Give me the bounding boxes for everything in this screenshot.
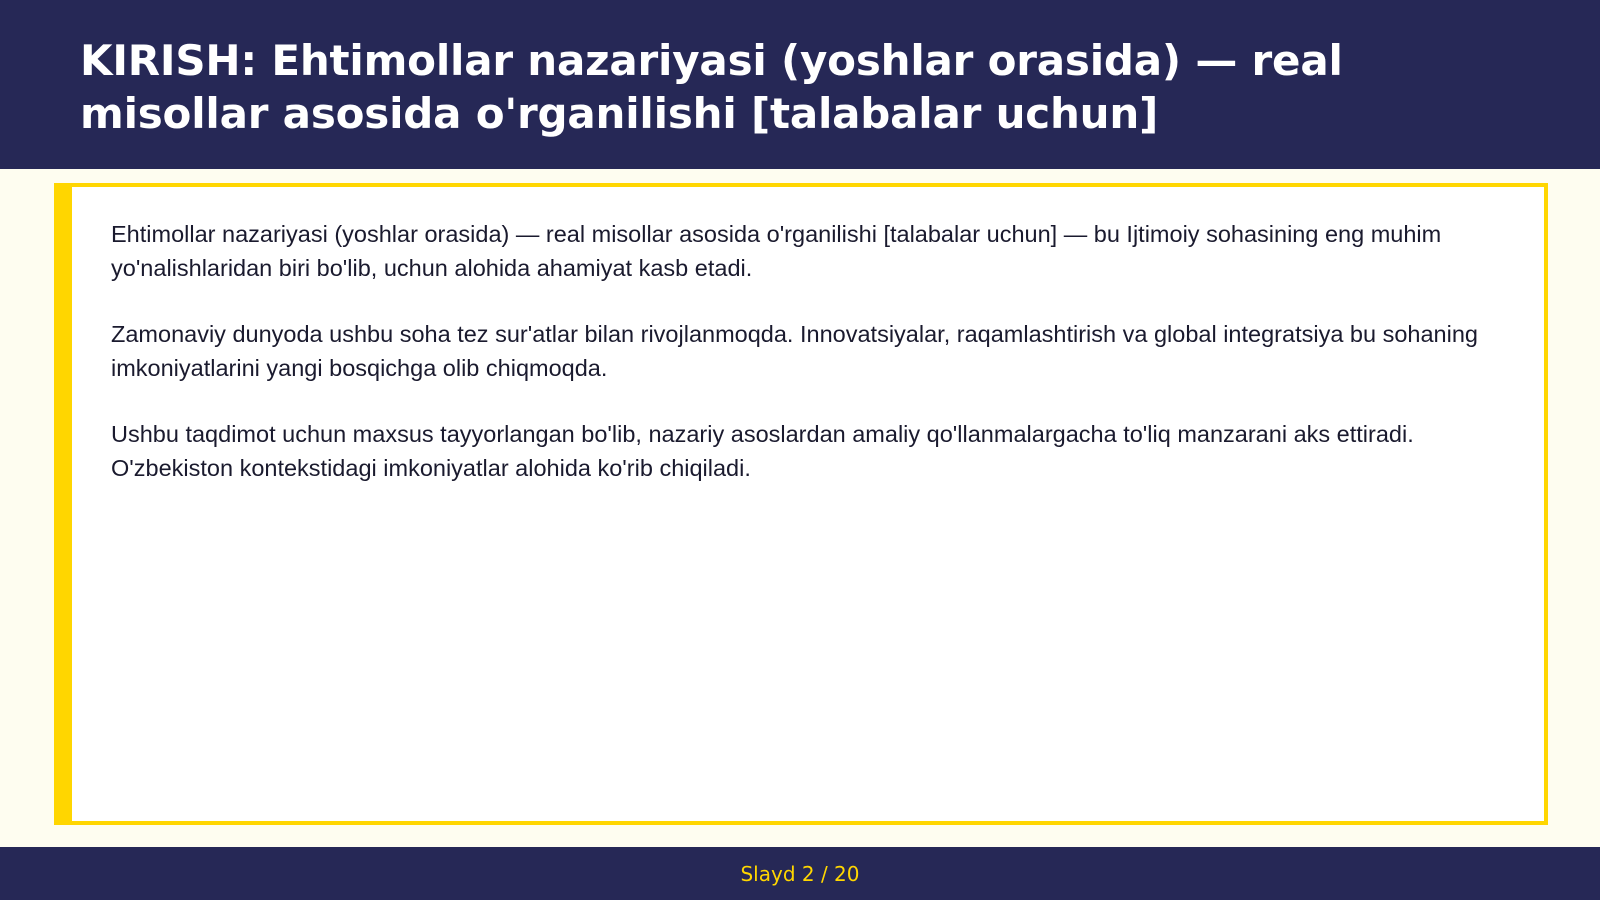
content-card bbox=[54, 183, 1548, 825]
paragraph-modern-world: Zamonaviy dunyoda ushbu soha tez sur'atlar bilan rivojlanmoqda. Innovatsiyalar, raqamlashtirish va global integratsiya bu sohaning imkoniyatlarini yangi bosqichga olib chiqmoqda. bbox=[111, 321, 1478, 381]
paragraph-presentation-purpose: Ushbu taqdimot uchun maxsus tayyorlangan bo'lib, nazariy asoslardan amaliy qo'llanmalargacha to'liq manzarani aks ettiradi. O'zbekiston kontekstidagi imkoniyatlar alohida ko'rib chiqiladi. bbox=[111, 421, 1414, 481]
slide-footer bbox=[0, 847, 1600, 900]
paragraph-intro: Ehtimollar nazariyasi (yoshlar orasida) — real misollar asosida o'rganilishi [talabalar uchun] — bu Ijtimoiy sohasining eng muhim yo'nalishlaridan biri bo'lib, uchun alohida ahamiyat kasb etadi. bbox=[111, 221, 1442, 281]
slide-counter: Slayd 2 / 20 bbox=[740, 861, 860, 886]
slide-title: KIRISH: Ehtimollar nazariyasi (yoshlar orasida) — real misollar asosida o'rganilishi [talabalar uchun] bbox=[80, 36, 1343, 138]
slide-header bbox=[0, 0, 1600, 169]
